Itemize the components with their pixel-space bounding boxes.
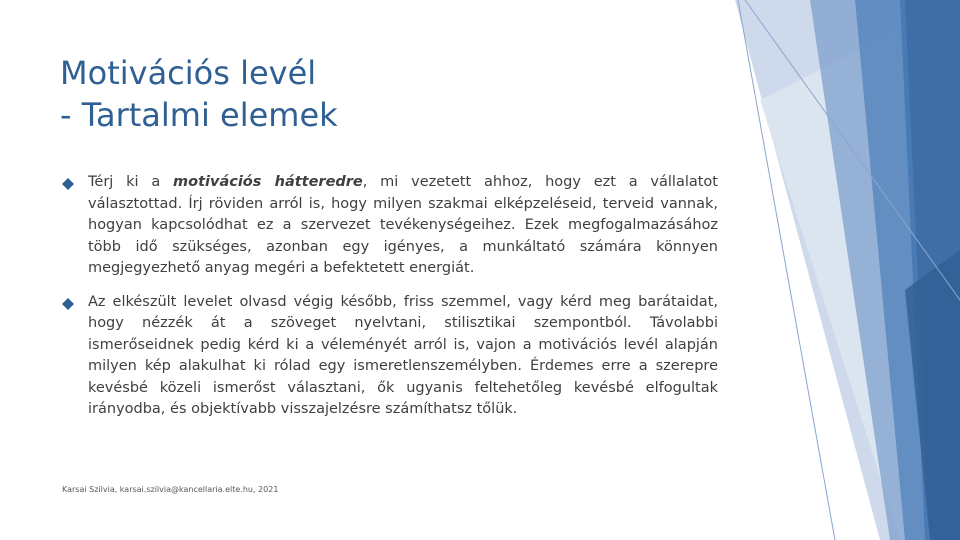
bullet-item-1 [62,172,718,280]
title-line-2: - Tartalmi elemek [60,96,338,134]
bullet-1-before: Térj ki a [88,174,174,190]
bullet-1-after: , mi vezetett ahhoz, hogy ezt a vállalatot választottad. Írj röviden arról is, hogy milyen szakmai elképzeléseid, terveid vannak, hogyan kapcsolódhat ez a szervezet tevékenységeihez. Ezek megfogalmazásához több idő szükséges, azonban egy igényes, a munkáltató számára könnyen megjegyezhető anyag megéri a befektetett energiát. [88,174,718,276]
bullet-1-emphasis: motivációs hátteredre [173,174,363,190]
bullet-text-2: Az elkészült levelet olvasd végig később, friss szemmel, vagy kérd meg barátaidat, hogy nézzék át a szöveget nyelvtani, stilisztikai szempontból. Távolabbi ismerőseidnek pedig kérd ki a véleményét arról is, vajon a motivációs levél alapján milyen kép alakulhat ki rólad egy ismeretlenszemélyben. Érdemes erre a szerepre kevésbé közeli ismerőst választani, ők ugyanis feltehetőleg kevésbé elfogultak irányodba, és objektívabb visszajelzésre számíthatsz tőlük. [88,293,718,417]
bullet-item-2 [62,292,718,421]
diamond-bullet-icon [62,178,74,190]
bullet-list [62,172,718,433]
slide-footer: Karsai Szilvia, karsai.szilvia@kancellaria.elte.hu, 2021 [62,485,279,494]
bullet-text-1 [88,174,718,276]
title-line-1: Motivációs levél [60,54,317,92]
diamond-bullet-icon [62,298,74,310]
slide-title [60,52,338,136]
